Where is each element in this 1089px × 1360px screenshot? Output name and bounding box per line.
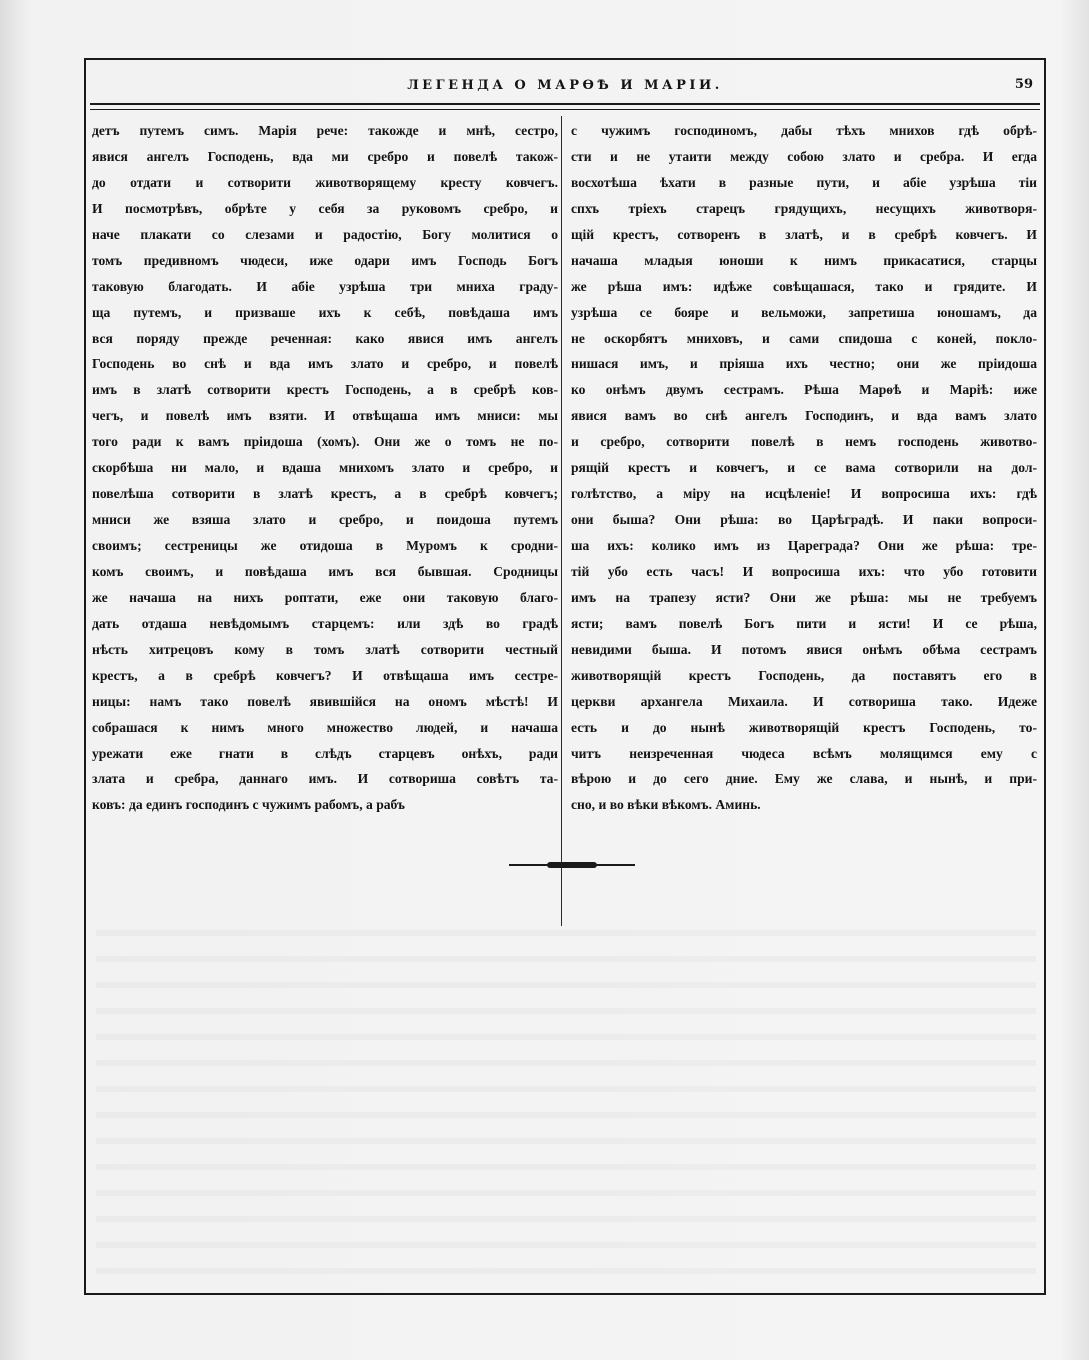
text-line: ковъ: да единъ господинъ с чужимъ рабомъ, а рабъ xyxy=(92,797,405,813)
text-line: детъ путемъ симъ. Марія рече: такожде и мнѣ, сестро, xyxy=(92,123,558,138)
text-line: своимъ; сестреницы же отидоша в Муромъ к сродни- xyxy=(92,538,558,553)
page-number: 59 xyxy=(1014,77,1033,92)
text-line: скорбѣша ни мало, и вдаша мнихомъ злато и сребро, и xyxy=(92,460,558,476)
header-rule-thin xyxy=(90,109,1040,110)
text-line: сно, и во вѣки вѣкомъ. Аминь. xyxy=(571,797,761,813)
text-line: восхотѣша ѣхати в разные пути, и абіе узрѣша тіи xyxy=(571,174,1037,190)
text-line: И посмотрѣвъ, обрѣте у себя за руковомъ сребро, и xyxy=(92,200,558,216)
text-line: тій убо есть часъ! И вопросиша ихъ: что убо готовити xyxy=(571,563,1037,579)
text-line: сти и не утаити между собою злато и сребра. И егда xyxy=(571,148,1037,164)
text-line: животворящій крестъ Господень, да поставятъ его в xyxy=(571,667,1037,683)
column-divider xyxy=(561,116,562,926)
text-line: щій крестъ, сотворенъ в златѣ, и в сребрѣ ковчегъ. И xyxy=(571,226,1037,242)
right-column xyxy=(571,118,1037,818)
text-line: начаша младыя юноши к нимъ прикасатися, старцы xyxy=(571,252,1037,268)
text-line: имъ на трапезу ясти? Они же рѣша: мы не требуемъ xyxy=(571,589,1037,605)
text-line: узрѣша се бояре и вельможи, запретиша юношамъ, да xyxy=(571,304,1037,320)
text-line: вѣрою и до сего дние. Ему же слава, и нынѣ, и при- xyxy=(571,771,1037,787)
text-line: ша ихъ: колико имъ из Цареграда? Они же рѣша: тре- xyxy=(571,538,1037,553)
text-line: читъ неизреченная чюдеса всѣмъ молящимся ему с xyxy=(571,745,1037,761)
text-line: голѣтство, а міру на исцѣленіе! И вопросиша ихъ: гдѣ xyxy=(571,486,1037,502)
text-line: и сребро, сотворити повелѣ в немъ господень животво- xyxy=(571,434,1037,450)
text-line: не оскорбятъ мниховъ, и сами спидоша с коней, покло- xyxy=(571,330,1037,346)
text-line: спхъ тріехъ старецъ грядущихъ, несущихъ животворя- xyxy=(571,200,1037,216)
text-line: они быша? Они рѣша: во Царѣградѣ. И паки вопроси- xyxy=(571,512,1037,528)
text-line: томъ предивномъ чюдеси, иже одари имъ Господь Богъ xyxy=(92,252,558,268)
text-line: церкви архангела Михаила. И сотвориша тако. Идеже xyxy=(571,693,1037,709)
text-line: невидими быша. И потомъ явися онѣмъ обѣма сестрамъ xyxy=(571,641,1037,657)
text-line: злата и сребра, даннаго имъ. И сотвориша совѣтъ та- xyxy=(92,771,558,787)
text-line: дать отдаша невѣдомымъ старцемъ: или здѣ во градѣ xyxy=(92,615,558,631)
text-line: же рѣша имъ: идѣже совѣщашася, тако и грядите. И xyxy=(571,278,1037,294)
text-line: чегъ, и повелѣ имъ взяти. И отвѣщаша имъ мниси: мы xyxy=(92,408,558,424)
text-line: же начаша на нихъ роптати, еже они таковую благо- xyxy=(92,589,558,605)
text-line: наче плакати со слезами и радостію, Богу молитися о xyxy=(92,226,558,242)
text-line: повелѣша сотворити в златѣ крестъ, а в сребрѣ ковчегъ; xyxy=(92,486,558,502)
text-line: комъ своимъ, и повѣдаша имъ вся бывшая. Сродницы xyxy=(92,563,558,579)
running-title: ЛЕГЕНДА О МАРѲѢ И МАРІИ. xyxy=(407,78,723,93)
text-line: ща путемъ, и призваше ихъ к себѣ, повѣдаша имъ xyxy=(92,304,558,320)
text-line: есть и до нынѣ животворящій крестъ Господень, то- xyxy=(571,719,1037,735)
text-line: ко онѣмъ двумъ сестрамъ. Рѣша Марѳѣ и Маріѣ: иже xyxy=(571,382,1037,398)
text-line: имъ в златѣ сотворити крестъ Господень, а в сребрѣ ков- xyxy=(92,382,558,398)
text-line: Господень во снѣ и вда имъ злато и сребро, и повелѣ xyxy=(92,356,558,372)
text-line: мниси же взяша злато и сребро, и поидоша путемъ xyxy=(92,512,558,528)
text-line: до отдати и сотворити животворящему кресту ковчегъ. xyxy=(92,174,558,190)
text-line: рящій крестъ и ковчегъ, и се вама сотворили на дол- xyxy=(571,460,1037,476)
text-line: явися ангелъ Господень, вда ми сребро и повелѣ також- xyxy=(92,148,558,164)
end-ornament xyxy=(509,860,635,870)
text-line: нишася имъ, и пріяша ихъ честно; они же пріидоша xyxy=(571,356,1037,372)
text-line: того ради к вамъ пріидоша (хомъ). Они же о томъ не по- xyxy=(92,434,558,450)
text-line: ницы: намъ тако повелѣ явившійся на ономъ мѣстѣ! И xyxy=(92,693,558,709)
text-line: явися вамъ во снѣ ангелъ Господинъ, и вда вамъ злато xyxy=(571,408,1037,424)
text-line: таковую благодать. И абіе узрѣша три мниха граду- xyxy=(92,278,558,294)
left-column xyxy=(92,118,558,818)
header-rule xyxy=(90,103,1040,105)
text-line: ясти; вамъ повелѣ Богъ пити и ясти! И се рѣша, xyxy=(571,615,1037,631)
text-line: крестъ, а в сребрѣ ковчегъ? И отвѣщаша имъ сестре- xyxy=(92,667,558,683)
text-line: урежати еже гнати в слѣдъ старцевъ онѣхъ, ради xyxy=(92,745,558,761)
text-line: собрашася к нимъ много множество людей, и начаша xyxy=(92,719,558,735)
text-line: с чужимъ господиномъ, дабы тѣхъ мнихов гдѣ обрѣ- xyxy=(571,123,1037,138)
text-line: нѣсть хитрецовъ кому в томъ златѣ сотворити честный xyxy=(92,641,558,657)
text-line: вся порядy прежде реченная: како явися имъ ангелъ xyxy=(92,330,558,346)
